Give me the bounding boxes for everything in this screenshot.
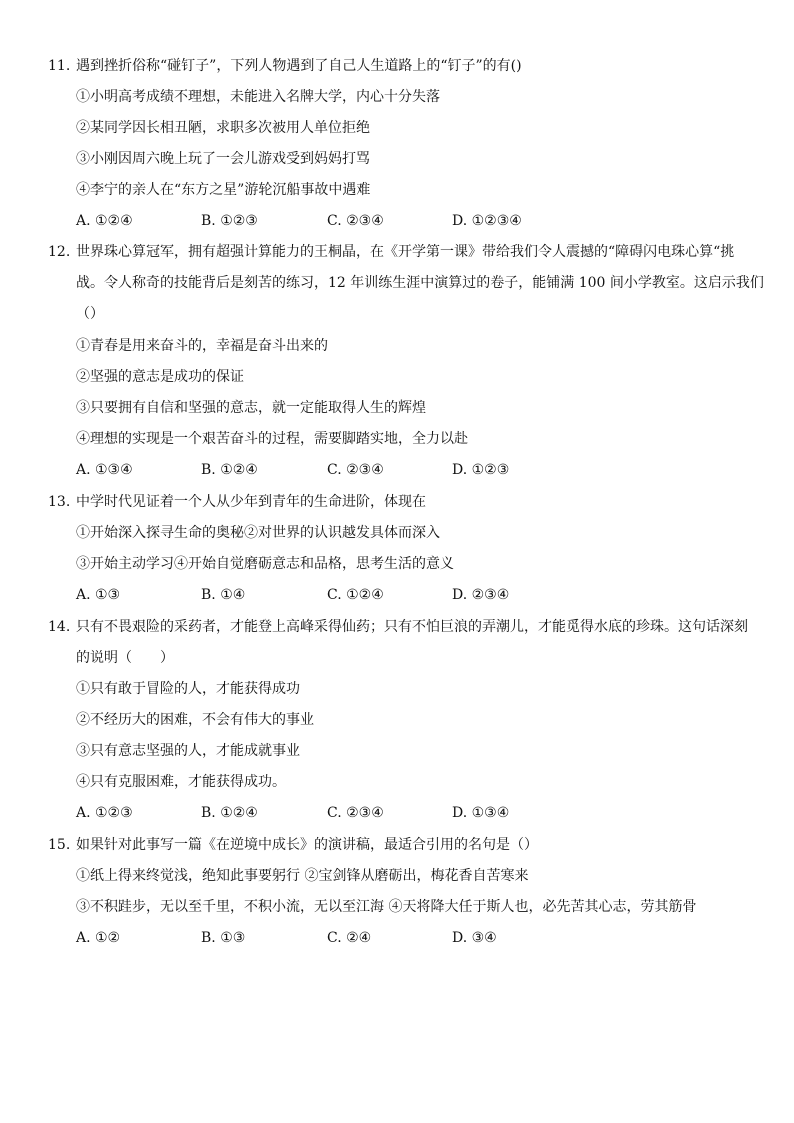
statement: ①开始深入探寻生命的奥秘②对世界的认识越发具体而深入 — [76, 525, 440, 541]
option-b[interactable]: B. ①②③ — [201, 213, 258, 229]
question-stem: 的说明（ ） — [76, 650, 174, 666]
option-d[interactable]: D. ③④ — [452, 930, 497, 946]
option-a[interactable]: A. ①②④ — [76, 213, 133, 229]
option-b[interactable]: B. ①②④ — [201, 805, 258, 821]
option-a[interactable]: A. ①③ — [76, 587, 121, 603]
question-stem: 世界珠心算冠军，拥有超强计算能力的王桐晶，在《开学第一课》带给我们令人震撼的“障碍闪电珠心算“挑 — [76, 244, 735, 260]
option-d[interactable]: D. ①②③④ — [452, 213, 522, 229]
statement: ②不经历大的困难，不会有伟大的事业 — [76, 712, 314, 728]
statement: ③只要拥有自信和坚强的意志，就一定能取得人生的辉煌 — [76, 400, 426, 416]
statement: ④理想的实现是一个艰苦奋斗的过程，需要脚踏实地，全力以赴 — [76, 431, 468, 447]
statement: ③不积跬步，无以至千里，不积小流，无以至江海 ④天将降大任于斯人也，必先苦其心志，劳其筋骨 — [76, 899, 697, 915]
question-stem: （） — [76, 306, 104, 322]
statement: ②坚强的意志是成功的保证 — [76, 369, 244, 385]
option-c[interactable]: C. ②④ — [327, 930, 372, 946]
question-stem: 战。令人称奇的技能背后是刻苦的练习，12 年训练生涯中演算过的卷子，能铺满 100 间小学教室。这启示我们 — [76, 275, 764, 291]
statement: ③小刚因周六晚上玩了一会儿游戏受到妈妈打骂 — [76, 151, 370, 167]
option-b[interactable]: B. ①④ — [201, 587, 246, 603]
option-c[interactable]: C. ②③④ — [327, 462, 384, 478]
statement: ①青春是用来奋斗的，幸福是奋斗出来的 — [76, 338, 328, 354]
option-c[interactable]: C. ②③④ — [327, 805, 384, 821]
option-d[interactable]: D. ①②③ — [452, 462, 510, 478]
statement: ③只有意志坚强的人，才能成就事业 — [76, 743, 300, 759]
question-number: 13. — [48, 494, 71, 510]
question-stem: 遇到挫折俗称“碰钉子”，下列人物遇到了自己人生道路上的“钉子”的有() — [76, 58, 522, 74]
option-a[interactable]: A. ①② — [76, 930, 121, 946]
statement: ①只有敢于冒险的人，才能获得成功 — [76, 681, 300, 697]
option-d[interactable]: D. ①③④ — [452, 805, 510, 821]
question-number: 11. — [48, 58, 71, 74]
question-stem: 如果针对此事写一篇《在逆境中成长》的演讲稿，最适合引用的名句是（） — [76, 837, 538, 853]
option-c[interactable]: C. ②③④ — [327, 213, 384, 229]
option-b[interactable]: B. ①③ — [201, 930, 246, 946]
question-number: 14. — [48, 619, 71, 635]
option-c[interactable]: C. ①②④ — [327, 587, 384, 603]
statement: ④李宁的亲人在“东方之星”游轮沉船事故中遇难 — [76, 182, 371, 198]
question-stem: 中学时代见证着一个人从少年到青年的生命进阶，体现在 — [76, 494, 426, 510]
option-a[interactable]: A. ①③④ — [76, 462, 133, 478]
statement: ④只有克服困难，才能获得成功。 — [76, 774, 286, 790]
question-number: 15. — [48, 837, 71, 853]
option-b[interactable]: B. ①②④ — [201, 462, 258, 478]
statement: ②某同学因长相丑陋，求职多次被用人单位拒绝 — [76, 120, 370, 136]
option-d[interactable]: D. ②③④ — [452, 587, 510, 603]
question-number: 12. — [48, 244, 71, 260]
statement: ③开始主动学习④开始自觉磨砺意志和品格，思考生活的意义 — [76, 556, 454, 572]
option-a[interactable]: A. ①②③ — [76, 805, 133, 821]
question-stem: 只有不畏艰险的采药者，才能登上高峰采得仙药；只有不怕巨浪的弄潮儿，才能觅得水底的珍珠。这句话深刻 — [76, 619, 748, 635]
statement: ①纸上得来终觉浅，绝知此事要躬行 ②宝剑锋从磨砺出，梅花香自苦寒来 — [76, 868, 529, 884]
statement: ①小明高考成绩不理想，未能进入名牌大学，内心十分失落 — [76, 89, 440, 105]
